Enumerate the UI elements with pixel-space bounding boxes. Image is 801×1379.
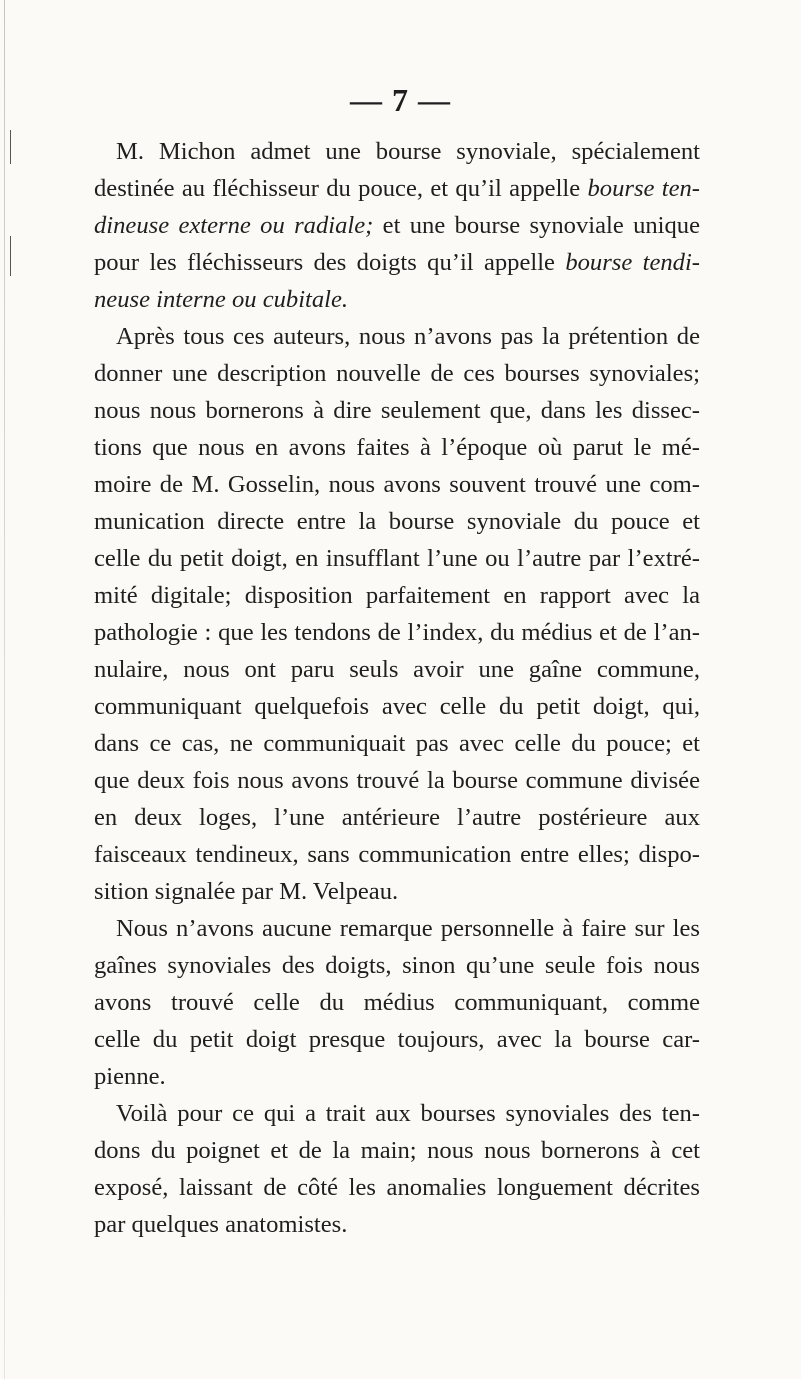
text-line: nous nous bornerons à dire seulement que, dans les dissec- bbox=[94, 397, 700, 424]
text-line: donner une description nouvelle de ces bourses synoviales; bbox=[94, 360, 700, 387]
text-line: mité digitale; disposition parfaitement en rapport avec la bbox=[94, 582, 700, 609]
text-line: communiquant quelquefois avec celle du petit doigt, qui, bbox=[94, 693, 700, 720]
text-line: exposé, laissant de côté les anomalies longuement décrites bbox=[94, 1174, 700, 1201]
margin-mark bbox=[10, 236, 11, 276]
text-line: munication directe entre la bourse synoviale du pouce et bbox=[94, 508, 700, 535]
paragraph-1 bbox=[94, 133, 700, 318]
text-line: pour les fléchisseurs des doigts qu’il appelle bourse tendi- bbox=[94, 249, 700, 276]
text-line: Après tous ces auteurs, nous n’avons pas la prétention de bbox=[116, 323, 700, 350]
margin-mark bbox=[10, 130, 11, 164]
page-number-header: — 7 — bbox=[350, 82, 451, 118]
text-line: avons trouvé celle du médius communiquant, comme bbox=[94, 989, 700, 1016]
paragraph-4 bbox=[94, 1095, 700, 1243]
text-line: en deux loges, l’une antérieure l’autre postérieure aux bbox=[94, 804, 700, 831]
text-line: dineuse externe ou radiale; et une bourse synoviale unique bbox=[94, 212, 701, 239]
text-line: Voilà pour ce qui a trait aux bourses synoviales des ten- bbox=[116, 1100, 700, 1127]
text-line: destinée au fléchisseur du pouce, et qu’il appelle bourse ten- bbox=[94, 175, 700, 202]
text-line: dans ce cas, ne communiquait pas avec celle du pouce; et bbox=[94, 730, 700, 757]
text-line: celle du petit doigt, en insufflant l’une ou l’autre par l’extré- bbox=[94, 545, 700, 572]
text-line: faisceaux tendineux, sans communication entre elles; dispo- bbox=[94, 841, 700, 868]
body-text bbox=[94, 133, 700, 1243]
page-edge-shadow bbox=[4, 0, 5, 1379]
text-line: pathologie : que les tendons de l’index, du médius et de l’an- bbox=[94, 619, 700, 646]
paragraph-3 bbox=[94, 910, 700, 1095]
text-line: Nous n’avons aucune remarque personnelle à faire sur les bbox=[116, 915, 700, 942]
text-line: que deux fois nous avons trouvé la bourse commune divisée bbox=[94, 767, 700, 794]
text-line: tions que nous en avons faites à l’époque où parut le mé- bbox=[94, 434, 700, 461]
text-line: par quelques anatomistes. bbox=[94, 1211, 348, 1238]
text-line: gaînes synoviales des doigts, sinon qu’une seule fois nous bbox=[94, 952, 700, 979]
text-line: M. Michon admet une bourse synoviale, spécialement bbox=[116, 138, 700, 165]
paragraph-2 bbox=[94, 318, 700, 910]
text-line: neuse interne ou cubitale. bbox=[94, 286, 349, 313]
text-line: celle du petit doigt presque toujours, avec la bourse car- bbox=[94, 1026, 700, 1053]
text-line: sition signalée par M. Velpeau. bbox=[94, 878, 399, 905]
text-line: pienne. bbox=[94, 1063, 166, 1090]
text-line: nulaire, nous ont paru seuls avoir une gaîne commune, bbox=[94, 656, 700, 683]
text-line: dons du poignet et de la main; nous nous bornerons à cet bbox=[94, 1137, 700, 1164]
text-line: moire de M. Gosselin, nous avons souvent trouvé une com- bbox=[94, 471, 700, 498]
